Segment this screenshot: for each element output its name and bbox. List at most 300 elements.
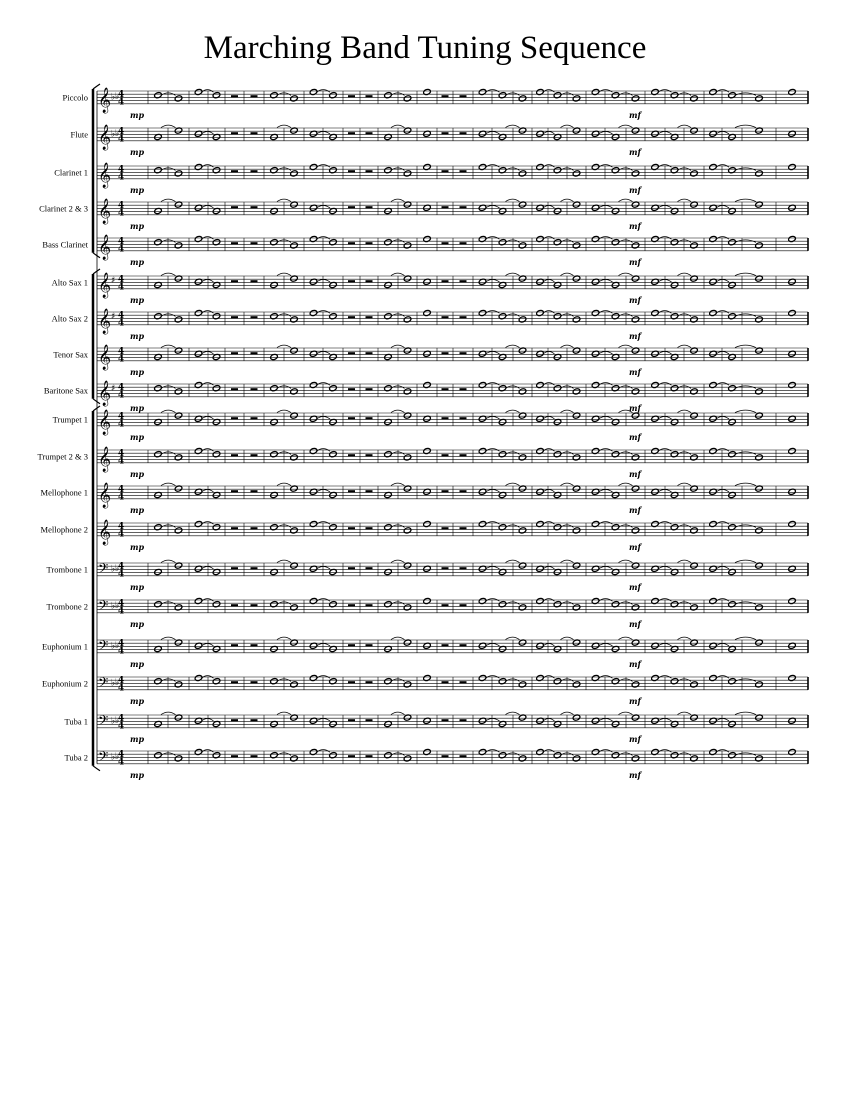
instrument-label: Mellophone 1 [40, 487, 88, 498]
sharp-icon: ♯ [111, 384, 116, 395]
dynamic-marking: mf [629, 294, 641, 305]
tie [716, 719, 729, 722]
instrument-label: Tenor Sax [53, 349, 88, 360]
time-signature-bottom: 4 [117, 419, 125, 430]
whole-note [423, 597, 431, 604]
half-rest [231, 242, 238, 244]
instrument-label: Alto Sax 1 [51, 277, 88, 288]
whole-note [755, 681, 763, 688]
tie [486, 567, 500, 570]
bass-clef-icon: 𝄢 [98, 674, 109, 694]
half-rest [460, 719, 467, 721]
whole-note [212, 313, 220, 320]
half-rest [251, 170, 258, 172]
whole-note [290, 755, 298, 762]
half-rest [231, 490, 238, 492]
tie [735, 712, 756, 715]
tie [599, 206, 613, 209]
time-signature-top: 4 [117, 598, 125, 609]
half-rest [442, 604, 449, 606]
flat-icon: ♭ [115, 564, 120, 575]
flat-icon: ♭ [115, 752, 120, 763]
half-rest [251, 206, 258, 208]
whole-note [572, 604, 580, 611]
dynamic-marking: mp [130, 431, 145, 442]
whole-note [788, 674, 796, 681]
half-rest [442, 454, 449, 456]
instrument-label: Mellophone 2 [40, 524, 88, 535]
half-rest [460, 170, 467, 172]
tie [486, 490, 500, 493]
flat-icon: ♭ [111, 601, 116, 612]
whole-note [403, 755, 411, 762]
whole-note [690, 527, 698, 534]
whole-note [518, 316, 526, 323]
dynamic-marking: mf [629, 658, 641, 669]
whole-note [403, 242, 411, 249]
time-signature-bottom: 4 [117, 569, 125, 580]
half-rest [251, 388, 258, 390]
time-signature-top: 4 [117, 89, 125, 100]
tie [735, 560, 756, 563]
treble-clef-icon: 𝄞 [98, 409, 112, 435]
tie [543, 644, 555, 647]
half-rest [460, 417, 467, 419]
whole-note [329, 167, 337, 174]
flat-icon: ♭ [111, 564, 116, 575]
bass-clef-icon: 𝄢 [98, 748, 109, 768]
tie [619, 712, 633, 715]
time-signature-bottom: 4 [117, 134, 125, 145]
tie [202, 567, 214, 570]
tie [391, 273, 405, 276]
half-rest [442, 242, 449, 244]
time-signature-bottom: 4 [117, 646, 125, 657]
whole-note [290, 242, 298, 249]
half-rest [460, 644, 467, 646]
dynamic-marking: mf [629, 504, 641, 515]
dynamic-marking: mp [130, 366, 145, 377]
tie [678, 712, 692, 715]
tie [202, 280, 214, 283]
whole-note [174, 316, 182, 323]
tie [391, 410, 405, 413]
tie [391, 637, 405, 640]
tie [202, 417, 214, 420]
half-rest [231, 527, 238, 529]
dynamic-marking: mp [130, 618, 145, 629]
half-rest [460, 527, 467, 529]
half-rest [231, 352, 238, 354]
whole-note [788, 597, 796, 604]
half-rest [348, 352, 355, 354]
whole-note [174, 527, 182, 534]
tie [486, 352, 500, 355]
time-signature-bottom: 4 [117, 390, 125, 401]
time-signature-bottom: 4 [117, 318, 125, 329]
half-rest [442, 681, 449, 683]
time-signature-top: 4 [117, 638, 125, 649]
half-rest [460, 280, 467, 282]
whole-note [788, 520, 796, 527]
half-rest [366, 454, 373, 456]
half-rest [348, 316, 355, 318]
tie [716, 644, 729, 647]
whole-note [423, 88, 431, 95]
bass-clef-icon: 𝄢 [98, 637, 109, 657]
time-signature-bottom: 4 [117, 757, 125, 768]
treble-clef-icon: 𝄞 [98, 272, 112, 298]
whole-note [518, 388, 526, 395]
whole-note [631, 604, 639, 611]
whole-note [423, 235, 431, 242]
whole-note [423, 674, 431, 681]
dynamic-marking: mp [130, 402, 145, 413]
time-signature-bottom: 4 [117, 606, 125, 617]
half-rest [366, 132, 373, 134]
tie [202, 644, 214, 647]
tie [506, 273, 520, 276]
whole-note [403, 170, 411, 177]
whole-note [174, 95, 182, 102]
tie [599, 567, 613, 570]
tie [277, 560, 291, 563]
flat-icon: ♭ [111, 752, 116, 763]
whole-note [290, 95, 298, 102]
half-rest [251, 567, 258, 569]
instrument-label: Piccolo [62, 92, 88, 103]
tie [678, 125, 692, 128]
tie [202, 719, 214, 722]
tie [486, 280, 500, 283]
time-signature-bottom: 4 [117, 492, 125, 503]
tie [506, 560, 520, 563]
dynamic-marking: mp [130, 109, 145, 120]
half-rest [460, 567, 467, 569]
dynamic-marking: mf [629, 184, 641, 195]
half-rest [348, 454, 355, 456]
whole-note [755, 95, 763, 102]
half-rest [366, 280, 373, 282]
dynamic-marking: mp [130, 695, 145, 706]
whole-note [290, 527, 298, 534]
half-rest [251, 681, 258, 683]
half-rest [366, 95, 373, 97]
tie [543, 567, 555, 570]
time-signature-top: 4 [117, 713, 125, 724]
half-rest [348, 388, 355, 390]
flat-icon: ♭ [115, 678, 120, 689]
tie [486, 644, 500, 647]
time-signature-bottom: 4 [117, 97, 125, 108]
whole-note [174, 604, 182, 611]
whole-note [690, 242, 698, 249]
whole-note [212, 601, 220, 608]
half-rest [231, 644, 238, 646]
tie [599, 417, 613, 420]
whole-note [572, 755, 580, 762]
whole-note [329, 524, 337, 531]
tie [599, 490, 613, 493]
tie [599, 280, 613, 283]
whole-note [755, 454, 763, 461]
tie [161, 560, 176, 563]
half-rest [231, 206, 238, 208]
whole-note [423, 163, 431, 170]
tie [678, 273, 692, 276]
whole-note [212, 524, 220, 531]
whole-note [329, 385, 337, 392]
dynamic-marking: mp [130, 658, 145, 669]
half-rest [348, 755, 355, 757]
dynamic-marking: mp [130, 468, 145, 479]
dynamic-marking: mf [629, 402, 641, 413]
sharp-icon: ♯ [111, 312, 116, 323]
whole-note [329, 678, 337, 685]
whole-note [403, 454, 411, 461]
instrument-label: Bass Clarinet [42, 239, 88, 250]
dynamic-marking: mf [629, 695, 641, 706]
tie [506, 199, 520, 202]
tie [391, 345, 405, 348]
tie [277, 410, 291, 413]
tie [735, 125, 756, 128]
tie [506, 345, 520, 348]
tie [277, 199, 291, 202]
whole-note [518, 681, 526, 688]
half-rest [460, 388, 467, 390]
whole-note [403, 95, 411, 102]
half-rest [442, 527, 449, 529]
half-rest [251, 316, 258, 318]
flat-icon: ♭ [115, 129, 120, 140]
whole-note [690, 681, 698, 688]
half-rest [251, 644, 258, 646]
tie [561, 273, 574, 276]
treble-clef-icon: 𝄞 [98, 308, 112, 334]
whole-note [572, 527, 580, 534]
half-rest [442, 490, 449, 492]
tie [678, 560, 692, 563]
tie [716, 132, 729, 135]
tie [716, 490, 729, 493]
whole-note [403, 388, 411, 395]
tie [202, 132, 214, 135]
tie [735, 410, 756, 413]
tie [599, 719, 613, 722]
whole-note [518, 755, 526, 762]
whole-note [572, 242, 580, 249]
time-signature-top: 4 [117, 521, 125, 532]
half-rest [348, 644, 355, 646]
half-rest [442, 352, 449, 354]
treble-clef-icon: 𝄞 [98, 446, 112, 472]
tie [543, 352, 555, 355]
tie [599, 352, 613, 355]
half-rest [251, 242, 258, 244]
flat-icon: ♭ [111, 129, 116, 140]
tie [561, 483, 574, 486]
half-rest [366, 755, 373, 757]
dynamic-marking: mp [130, 220, 145, 231]
half-rest [442, 417, 449, 419]
half-rest [251, 280, 258, 282]
half-rest [442, 132, 449, 134]
time-signature-bottom: 4 [117, 683, 125, 694]
half-rest [442, 95, 449, 97]
flat-icon: ♭ [115, 601, 120, 612]
whole-note [631, 95, 639, 102]
tie [161, 637, 176, 640]
whole-note [329, 601, 337, 608]
whole-note [631, 681, 639, 688]
flat-icon: ♭ [111, 92, 116, 103]
whole-note [174, 755, 182, 762]
tie [716, 280, 729, 283]
bass-clef-icon: 𝄢 [98, 560, 109, 580]
tie [277, 273, 291, 276]
whole-note [212, 92, 220, 99]
whole-note [572, 388, 580, 395]
time-signature-bottom: 4 [117, 456, 125, 467]
half-rest [348, 719, 355, 721]
half-rest [442, 719, 449, 721]
half-rest [460, 132, 467, 134]
treble-clef-icon: 𝄞 [98, 198, 112, 224]
tie [561, 345, 574, 348]
half-rest [231, 170, 238, 172]
whole-note [755, 242, 763, 249]
half-rest [231, 132, 238, 134]
half-rest [231, 388, 238, 390]
tie [506, 125, 520, 128]
tie [506, 483, 520, 486]
dynamic-marking: mf [629, 146, 641, 157]
half-rest [231, 681, 238, 683]
half-rest [251, 719, 258, 721]
whole-note [518, 95, 526, 102]
half-rest [442, 644, 449, 646]
dynamic-marking: mf [629, 618, 641, 629]
whole-note [690, 170, 698, 177]
whole-note [788, 88, 796, 95]
tie [486, 719, 500, 722]
dynamic-marking: mp [130, 581, 145, 592]
half-rest [251, 454, 258, 456]
whole-note [518, 527, 526, 534]
whole-note [403, 527, 411, 534]
tie [561, 712, 574, 715]
half-rest [251, 132, 258, 134]
half-rest [442, 388, 449, 390]
half-rest [442, 170, 449, 172]
tie [561, 125, 574, 128]
whole-note [329, 92, 337, 99]
tie [735, 483, 756, 486]
whole-note [755, 755, 763, 762]
tie [277, 483, 291, 486]
tie [599, 644, 613, 647]
whole-note [690, 316, 698, 323]
time-signature-top: 4 [117, 382, 125, 393]
half-rest [366, 242, 373, 244]
half-rest [348, 567, 355, 569]
half-rest [251, 352, 258, 354]
whole-note [755, 527, 763, 534]
tie [561, 560, 574, 563]
instrument-label: Trombone 2 [46, 601, 88, 612]
whole-note [329, 313, 337, 320]
time-signature-bottom: 4 [117, 172, 125, 183]
instrument-label: Clarinet 2 & 3 [39, 203, 88, 214]
half-rest [231, 454, 238, 456]
tie [486, 132, 500, 135]
time-signature-top: 4 [117, 164, 125, 175]
whole-note [290, 316, 298, 323]
whole-note [788, 447, 796, 454]
half-rest [231, 719, 238, 721]
time-signature-top: 4 [117, 200, 125, 211]
dynamic-marking: mf [629, 330, 641, 341]
whole-note [755, 170, 763, 177]
time-signature-bottom: 4 [117, 282, 125, 293]
dynamic-marking: mf [629, 366, 641, 377]
half-rest [251, 95, 258, 97]
whole-note [788, 235, 796, 242]
half-rest [348, 527, 355, 529]
tie [391, 125, 405, 128]
half-rest [251, 604, 258, 606]
whole-note [212, 167, 220, 174]
half-rest [442, 755, 449, 757]
whole-note [423, 748, 431, 755]
dynamic-marking: mp [130, 146, 145, 157]
half-rest [460, 242, 467, 244]
tie [391, 560, 405, 563]
half-rest [231, 567, 238, 569]
treble-clef-icon: 𝄞 [98, 234, 112, 260]
flat-icon: ♭ [111, 716, 116, 727]
tie [161, 410, 176, 413]
whole-note [788, 381, 796, 388]
whole-note [631, 454, 639, 461]
whole-note [290, 681, 298, 688]
tie [716, 352, 729, 355]
whole-note [212, 678, 220, 685]
dynamic-marking: mf [629, 468, 641, 479]
dynamic-marking: mf [629, 256, 641, 267]
dynamic-marking: mp [130, 256, 145, 267]
tie [561, 199, 574, 202]
time-signature-bottom: 4 [117, 244, 125, 255]
tie [506, 712, 520, 715]
instrument-label: Trumpet 1 [52, 414, 88, 425]
tie [678, 410, 692, 413]
tie [543, 206, 555, 209]
half-rest [251, 755, 258, 757]
dynamic-marking: mp [130, 330, 145, 341]
half-rest [366, 644, 373, 646]
tie [202, 352, 214, 355]
dynamic-marking: mf [629, 541, 641, 552]
half-rest [460, 681, 467, 683]
tie [735, 637, 756, 640]
whole-note [572, 681, 580, 688]
half-rest [366, 527, 373, 529]
tie [735, 345, 756, 348]
half-rest [348, 490, 355, 492]
time-signature-bottom: 4 [117, 208, 125, 219]
